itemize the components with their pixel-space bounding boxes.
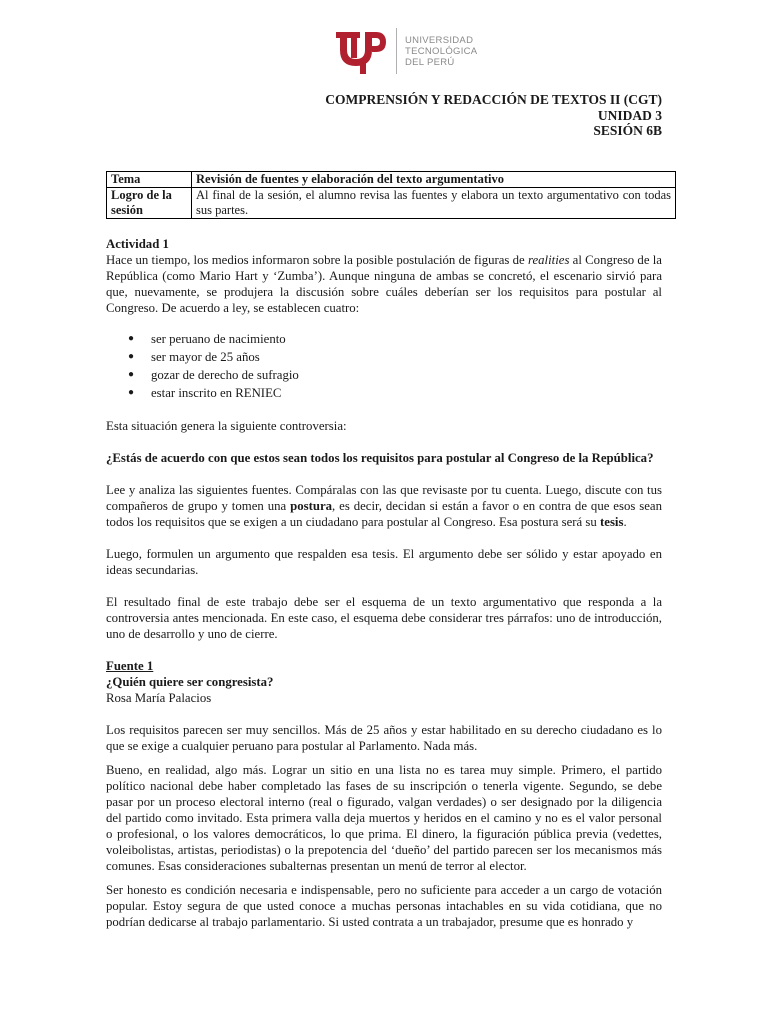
session-info-table: [106, 171, 676, 219]
source-paragraph-2: Bueno, en realidad, algo más. Lograr un sitio en una lista no es tarea muy simple. Primero, el partido político nacional debe haber completado las fases de su inscripción o tenerla vigente. Segundo, se debe pasar por un proceso electoral interno (real o figurado, valgan verdades) o ser designado por la diligencia del partido como invitado. Esta primera valla deja muertos y heridos en el camino y no es el valor personal o profesional, o los valores democráticos, lo que prima. El dinero, la figuración pública previa (vedettes, voleibolistas, artistas, periodistas) o la prepotencia del ‘dueño’ del partido parecen ser los mecanismos más comunes. Esas consideraciones subalternas presentan un menú de terror al elector.: [106, 763, 662, 873]
requirement-text: estar inscrito en RENIEC: [151, 386, 282, 400]
logo-line-2: TECNOLÓGICA: [405, 45, 478, 57]
course-title: COMPRENSIÓN Y REDACCIÓN DE TEXTOS II (CGT): [325, 92, 662, 107]
intro-italic: realities: [527, 253, 570, 267]
instr1-text-b: , es decir, decidan si están a favor o en contra de que esos sean todos los requisitos que se exigen a un ciudadano para postular al Congreso. Esa postura será su: [106, 499, 662, 529]
utp-logo-icon: [336, 26, 388, 76]
list-item: [106, 330, 662, 348]
table-row-goal: [107, 188, 676, 219]
instr1-bold-postura: postura: [290, 499, 333, 513]
course-header: [325, 92, 662, 139]
bullet-icon: ●: [128, 351, 135, 362]
logo-line-3: DEL PERÚ: [405, 56, 455, 68]
goal-value: Al final de la sesión, el alumno revisa las fuentes y elabora un texto argumentativo con todas sus partes.: [192, 188, 676, 219]
intro-text-b: al Congreso de la República (como Mario Hart y ‘Zumba’). Aunque ninguna de ambas se concretó, el escenario sirvió para que, nuevamente, se produjera la discusión sobre cuáles deberían ser los requisitos para postular al Congreso. De acuerdo a ley, se establecen cuatro:: [106, 253, 662, 315]
goal-label: Logro de la sesión: [107, 188, 192, 219]
source-label: Fuente 1: [106, 659, 154, 673]
instructions-paragraph-3: El resultado final de este trabajo debe ser el esquema de un texto argumentativo que responda a la controversia antes mencionada. En este caso, el esquema debe considerar tres párrafos: uno de introducción, uno de desarrollo y uno de cierre.: [106, 595, 662, 641]
activity-intro: [106, 252, 662, 316]
logo-divider: [396, 28, 397, 74]
table-row-topic: [107, 172, 676, 188]
source-author: Rosa María Palacios: [106, 691, 212, 705]
instr1-text-a: Lee y analiza las siguientes fuentes. Compáralas con las que revisaste por tu cuenta. Luego, discute con tus compañeros de grupo y tomen una: [106, 483, 662, 513]
controversy-question: ¿Estás de acuerdo con que estos sean todos los requisitos para postular al Congreso de la República?: [106, 451, 654, 465]
logo-line-1: UNIVERSIDAD: [405, 34, 474, 46]
bullet-icon: ●: [128, 333, 135, 344]
session-label: SESIÓN 6B: [593, 123, 662, 138]
topic-value: Revisión de fuentes y elaboración del texto argumentativo: [192, 172, 676, 188]
controversy-intro: Esta situación genera la siguiente controversia:: [106, 419, 347, 433]
bullet-icon: ●: [128, 369, 135, 380]
main-content: [106, 236, 662, 930]
logo-text: [405, 35, 477, 68]
activity-title: Actividad 1: [106, 237, 169, 251]
requirements-list: [106, 330, 662, 402]
source-title: ¿Quién quiere ser congresista?: [106, 675, 274, 689]
instructions-paragraph-1: [106, 482, 662, 530]
instr1-text-c: .: [623, 515, 627, 529]
requirement-text: ser peruano de nacimiento: [151, 332, 286, 346]
utp-logo: [336, 26, 477, 76]
list-item: [106, 366, 662, 384]
instr1-bold-tesis: tesis: [600, 515, 624, 529]
instructions-paragraph-2: Luego, formulen un argumento que respalden esa tesis. El argumento debe ser sólido y estar apoyado en ideas secundarias.: [106, 547, 662, 577]
requirement-text: gozar de derecho de sufragio: [151, 368, 299, 382]
intro-text-a: Hace un tiempo, los medios informaron sobre la posible postulación de figuras de: [106, 253, 528, 267]
list-item: [106, 384, 662, 402]
list-item: [106, 348, 662, 366]
topic-label: Tema: [107, 172, 192, 188]
requirement-text: ser mayor de 25 años: [151, 350, 260, 364]
bullet-icon: ●: [128, 387, 135, 398]
source-paragraph-1: Los requisitos parecen ser muy sencillos. Más de 25 años y estar habilitado en su derecho ciudadano es lo que se exige a cualquier peruano para postular al Parlamento. Nada más.: [106, 723, 662, 753]
unit-label: UNIDAD 3: [597, 107, 662, 123]
source-paragraph-3: Ser honesto es condición necesaria e indispensable, pero no suficiente para acceder a un cargo de votación popular. Estoy segura de que usted conoce a muchas personas intachables en su vida cotidiana, que no podrían dedicarse al trabajo parlamentario. Si usted contrata a un trabajador, presume que es honrado y: [106, 883, 662, 929]
